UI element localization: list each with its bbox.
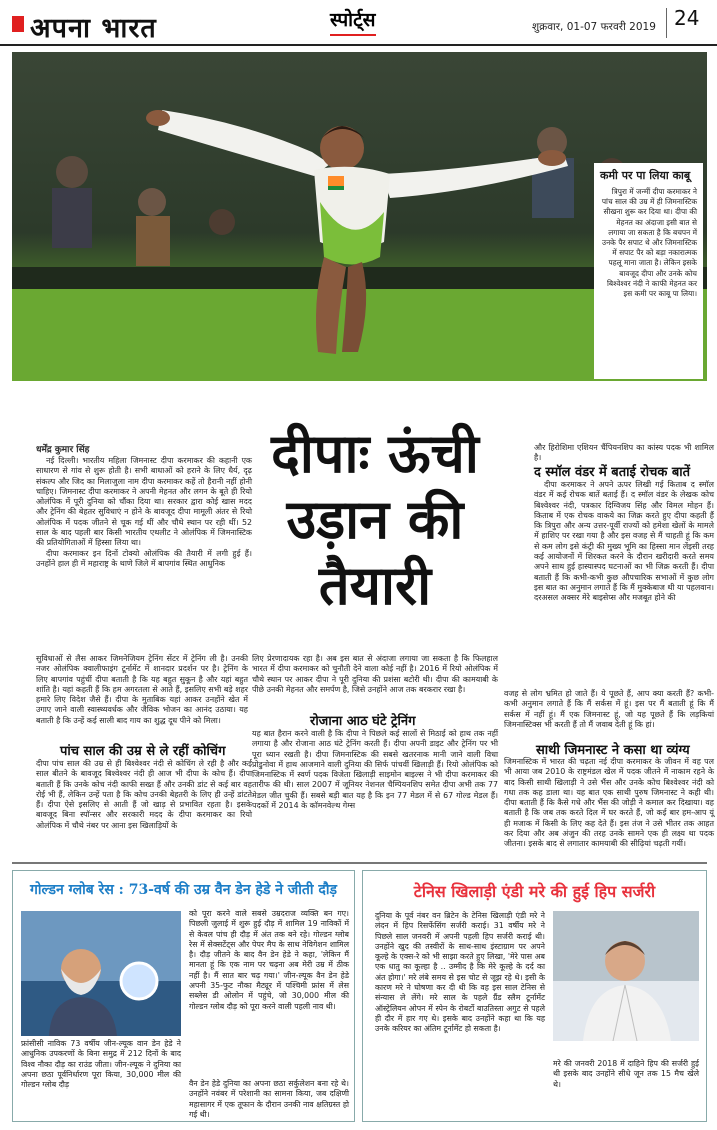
- sailor-photo: [21, 911, 181, 1036]
- golden-globe-title: गोल्डन ग्लोब रेस : 73-वर्ष की उम्र वैन डेन हेडे ने जीती दौड़: [30, 882, 337, 898]
- andy-murray-title: टेनिस खिलाड़ी एंडी मरे की हुई हिप सर्जरी: [413, 882, 656, 901]
- golden-globe-body: को पूरा करने वाले सबसे उम्रदराज व्यक्ति बन गए। पिछली जुलाई में शुरू हुई दौड़ में शामिल 19 नाविकों में से केवल पांच ही दौड़ में अंत तक बने रहे। गोल्डन ग्लोब रेस में सेक्सटेंट्स और पेपर मैप के साथ नेविगेशन शामिल है। दौड़ जीतने के बाद वैन डेन हेडे ने कहा, 'लेकिन मैं मानता हूं कि एक नाम पर चढ़ना अब मेरी उम्र में ठीक नहीं है। मैं सात बार चढ़ गया।' जीन-ल्यूक वैन डेन हेडे अपनी 35-फुट नौका मैट्यूर में पश्चिमी फ्रांस में लेस सब्लेस डी ओलोन में पहुंचे, जो 30,000 मील की गोल्डन ग्लोब दौड़ को पूरा करने वाली पहली नाव थी।: [189, 909, 349, 1011]
- byline: धर्मेंद्र कुमार सिंह: [36, 445, 90, 455]
- article-headline: दीपाः ऊंची उड़ान की तैयारी: [271, 421, 479, 617]
- murray-illustration: [553, 911, 699, 1041]
- subhead-small-wonder: द स्मॉल वंडर में बताई रोचक बातें: [534, 465, 691, 480]
- sidebar-box: [594, 163, 703, 379]
- sidebar-heading: कमी पर पा लिया काबू: [600, 169, 691, 182]
- subhead-training: रोजाना आठ घंटे ट्रेनिंग: [310, 714, 416, 729]
- article-paragraph: नई दिल्ली। भारतीय महिला जिमनास्ट दीपा करमाकर की कहानी एक साधारण से गांव से शुरू होती है। सभी बाधाओं को हराने के लिए धैर्य, दृढ़ संकल्प और जिद का मिलाजुला नाम दीपा करमाकर कहें तो हैरानी नहीं होनी चाहिए। जिमनास्ट दीपा करमाकर ने अपनी मेहनत और लगन के बूते ही रियो ओलंपिक में पूरी दुनिया को चौंका दिया था। सरकार द्वारा कोई खास मदद और ट्रेनिंग की बेहतर सुविधाएं न होने के बावजूद दीपा मामूली अंतर से रियो ओलंपिक में पदक जीतने से चूक गई थीं और चौथे स्थान पर रही थीं। 52 साल के बाद पहली बार किसी भारतीय एथलीट ने ओलंपिक में जिमनास्टिक की प्रतियोगिताओं में हिस्सा लिया था।: [36, 456, 252, 548]
- article-paragraph: दीपा करमाकर ने अपने ऊपर लिखी गई किताब द स्मॉल वंडर में कई रोचक बातें बताई हैं। द स्मॉल वंडर के लेखक कोच बिश्वेश्वर नंदी, पत्रकार दिग्विजय सिंह और विमल मोहन हैं। किताब में एक रोचक वाकये का जिक्र करते हुए दीपा कहती हैं कि त्रिपुरा और अन्य उत्तर-पूर्वी राज्यों को हमेशा खेलों के मामले में हाशिए पर रखा गया है और इस वजह से मैं चाहती हूं कि कम से कम लोग इसे कंट्री की मुख्य भूमि का हिस्सा मान लेंइसी तरह कई आयोजनों में शिरकत करने के दौरान खरीदारी करते समय अपने साथ हुई हास्यास्पद घटनाओं का भी जिक्र करती हैं। दीपा बताती हैं कि कभी-कभी कुछ औपचारिक सभाओं में कुछ लोग इस बात का अनुमान लगाते हैं कि मैं मुक्केबाज थी या पहलवान। दरअसल अक्सर मेरे बाइसेप्स और मजबूत होने की: [534, 480, 714, 603]
- article-middle-column-lower: यह बात हैरान करने वाली है कि दीपा ने पिछले कई सालों से मिठाई को हाथ तक नहीं लगाया है और रोजाना आठ घंटे ट्रेनिंग करती हैं। दीपा अपनी डाइट और ट्रेनिंग पर भी पूरा ध्यान रखती है। दीपा जिमनास्टिक की सबसे खतरनाक मानी जाने वाली विधा प्रोडुनोवा में हाथ आजमाने वाली दुनिया की सिर्फ पांचवीं खिलाड़ी हैं। रियो ओलंपिक को जिमनास्टिक में स्वर्ण पदक विजेता खिलाड़ी साइमोन बाइल्स ने भी दीपा करमाकर की तारीफ की थी। साल 2007 में जूनियर नेशनल चैम्पियनशिप समेत दीपा अभी तक 77 मेडल जीत चुकी हैं। सबसे बड़ी बात यह है कि इन 77 मेडल में से 67 गोल्ड मेडल हैं। पदकों में 2014 के कॉमनवेल्थ गेम्स: [252, 729, 498, 811]
- andy-murray-caption: मरे की जनवरी 2018 में दाहिने हिप की सर्जरी हुई थी इसके बाद उनहोंने सीधे जून तक 15 मैच खेले थे।: [553, 1059, 699, 1089]
- section-title: स्पोर्ट्स: [330, 6, 376, 36]
- andy-murray-box: [362, 870, 707, 1122]
- golden-globe-box: [12, 870, 355, 1122]
- section-divider: [12, 862, 707, 864]
- subhead-taunt: साथी जिमनास्ट ने कसा था व्यंग्य: [536, 743, 690, 758]
- article-middle-column: लिए प्रेरणादायक रहा है। अब इस बात से अंदाजा लगाया जा सकता है कि फिलहाल भारत में दीपा करमाकर को चुनौती देने वाला कोई नहीं है। 2016 में रियो ओलंपिक में चौथे स्थान पर आकर दीपा ने पूरी दुनिया की प्रशंसा बटोरी थी। दीपा की कामयाबी के पीछे उनकी मेहनत और समर्पण है, जिसे उनहोंने आज तक बरकरार रखा है।: [252, 654, 498, 694]
- article-right-middle: वजह से लोग भ्रमित हो जाते हैं। ये पूछते हैं, आप क्या करती हैं? कभी-कभी अनुमान लगाते हैं कि मैं सर्कस में हूं। इस पर मैं बताती हूं कि मैं सर्कस में नहीं हूं। मैं एक जिमनास्ट हूं, जो यह पूछते हैं कि लड़कियां जिमनास्टिक्स भी करती हैं तो मैं जवाब देती हूं कि हां।: [504, 689, 714, 729]
- article-right-lower: जिमनास्टिक में भारत की चढ़ता नई दीपा करमाकर के जीवन में वह पल भी आया जब 2010 के राष्ट्रमंडल खेल में पदक जीतने में नाकाम रहने के बाद किसी साथी खिलाड़ी ने उसे भैंस और उनके कोच बिश्वेश्वर नंदी को गधा तक कह डाला था। यह बात एक साथी पुरुष जिमनास्ट ने कही थी। दीपा बताती हैं कि कैसे गधे और भैंस की जोड़ी ने कमाल कर दिखाया। वह बताती है कि जब तक करते दिल में घर करते हैं, जो कई बार हम-आप यूं ही मजाक में किसी के लिए कह देते हैं। इस तंज ने उसे भीतर तक आहत कर दिया और अब अंजुन की तरह उनके सामने एक ही लक्ष्य था पदक जीतना। इसके बाद से लगातार कामयाबी की सीढ़ियां चढ़ती गयीं।: [504, 757, 714, 849]
- masthead: [0, 0, 717, 46]
- issue-date: शुक्रवार, 01-07 फरवरी 2019: [532, 21, 656, 33]
- sailor-illustration: [21, 911, 181, 1036]
- andy-murray-body: दुनिया के पूर्व नंबर वन ब्रिटेन के टेनिस खिलाड़ी एंडी मरे ने लंदन में हिप रिसर्फेसिंग सर्जरी कराई। 31 वर्षीय मरे ने पिछले साल जनवरी में अपनी पहली हिप सर्जरी कराई थी। उनहोंने खुद की तस्वीरों के साथ-साथ इंस्टाग्राम पर अपने कूल्हे के एक्स-रे को भी साझा करते हुए लिखा, 'मेरे पास अब एक धातु का कूल्हा है .. उम्मीद है कि मेरे कूल्हे के दर्द का अंत होगा।' मरे लंबे समय से इस चोट से जूझ रहे थे। इसी के कारण मरे ने घोषणा कर दी थी कि वह इस साल टेनिस से संन्यास ले लेंगे। मरे साल के पहले ग्रैंड स्लैम टूर्नामेंट ऑस्ट्रेलियन ओपन में स्पेन के रोबर्टो बाउतिस्ता अगुट से पहले ही दौर में हार गए थे। इसके बाद उनहोंने कहा था कि यह उनके करियर का अंतिम टूर्नामेंट हो सकता है।: [375, 911, 545, 1034]
- article-paragraph: दीपा करमाकर इन दिनों टोक्यो ओलंपिक की तैयारी में लगी हुई हैं। उनहोंने हाल ही में महाराष्ट्र के थाणे जिले में बापगांव स्थित आधुनिक: [36, 548, 252, 568]
- article-left-column: [36, 456, 252, 569]
- page-number: 24: [674, 6, 700, 30]
- golden-globe-body-lower: वैन डेन हेडे दुनिया का अपना छठा सर्कुलेशन बना रहे थे। उनहोंने नवंबर में परेशानी का सामना किया, जब दक्षिणी महासागर में एक तूफान के दौरान उनकी नाव क्षतिग्रस्त हो गई थी।: [189, 1079, 349, 1119]
- article-wide-left: सुविधाओं से लैस आकर जिमनेजियम ट्रेनिंग सेंटर में ट्रेनिंग ली है। उनकी नजर ओलंपिक क्वालीफाइंग टूर्नामेंट में शानदार प्रदर्शन पर है। ट्रेनिंग के लिए बापगांव पहुंचीं दीपा बताती है कि यह बहुत सुकून है और यहां बहुत शांति है। यहां कहती हैं कि हम अगरतला से आते हैं, इसलिए सभी बड़े शहर हमारे लिए विदेश जैसे हैं। दीपा के मुताबिक यहां आकर उनहोंने खेत में उगाए जाने वाली स्वास्थ्यवर्धक और जैविक भोजन का आनंद उठाया। यह बताती है कि उन्हें कई साली बाद गाय का शुद्ध दूध पीने को मिला।: [36, 654, 248, 725]
- masthead-divider: [666, 8, 667, 38]
- murray-hospital-photo: [553, 911, 699, 1041]
- golden-globe-caption: फ्रांसीसी नाविक 73 वर्षीय जीन-ल्यूक वान डेन हेडे ने आधुनिक उपकरणों के बिना समुद्र में 212 दिनों के बाद विश्व नौका दौड़ का राउंड जीता। जीन-ल्यूक ने दुनिया का अपना छठा पूर्वनिर्धारण पूरा किया, 30,000 मील की गोल्डन ग्लोब दौड़: [21, 1039, 181, 1090]
- masthead-red-mark: [12, 16, 24, 32]
- article-right-column: [534, 480, 714, 604]
- subhead-coaching: पांच साल की उम्र से ले रहीं कोचिंग: [60, 744, 226, 759]
- sidebar-body: त्रिपुरा में जन्मीं दीपा करमाकर ने पांच साल की उम्र में ही जिमनास्टिक सीखना शुरू कर दिया था। दीपा की मेहनत का अंदाजा इसी बात से लगाया जा सकता है कि बचपन में उनके पैर सपाट थे और जिमनास्टिक में सपाट पैर को बड़ा नकारात्मक पहलू माना जाता है। लेकिन इसके बावजूद दीपा और उनके कोच बिश्वेश्वर नंदी ने काफी मेहनत कर इस कमी पर काबू पा लिया।: [601, 187, 697, 299]
- newspaper-logo: अपना भारत: [30, 13, 157, 44]
- article-left-column-lower: दीपा पांच साल की उम्र से ही बिश्वेश्वर नंदी से कोचिंग ले रही है और कई साल बीतने के बावजूद बिश्वेश्वर नंदी ही आज भी दीपा के कोच हैं। दीपा बताती हैं कि उनके कोच नंदी काफी सख्त हैं और उनकी डांट से कई बार वह रोई भी हैं, लेकिन उन्हें पता है कि कोच उनकी बेहतरी के लिए ही उन्हें डांटते हैं। दीपा ऐसे इसलिए से आती हैं जो खाड़ से प्रभावित रहता है। इसके बावजूद बिना स्पॉन्सर और सरकारी मदद के दीपा करमाकर का रियो ओलंपिक में चौथे नंबर पर आना इस खिलाड़ियों के: [36, 759, 252, 830]
- article-right-column-top: और हिरोशिमा एशियन चैंपियनशिप का कांस्य पदक भी शामिल है।: [534, 443, 714, 463]
